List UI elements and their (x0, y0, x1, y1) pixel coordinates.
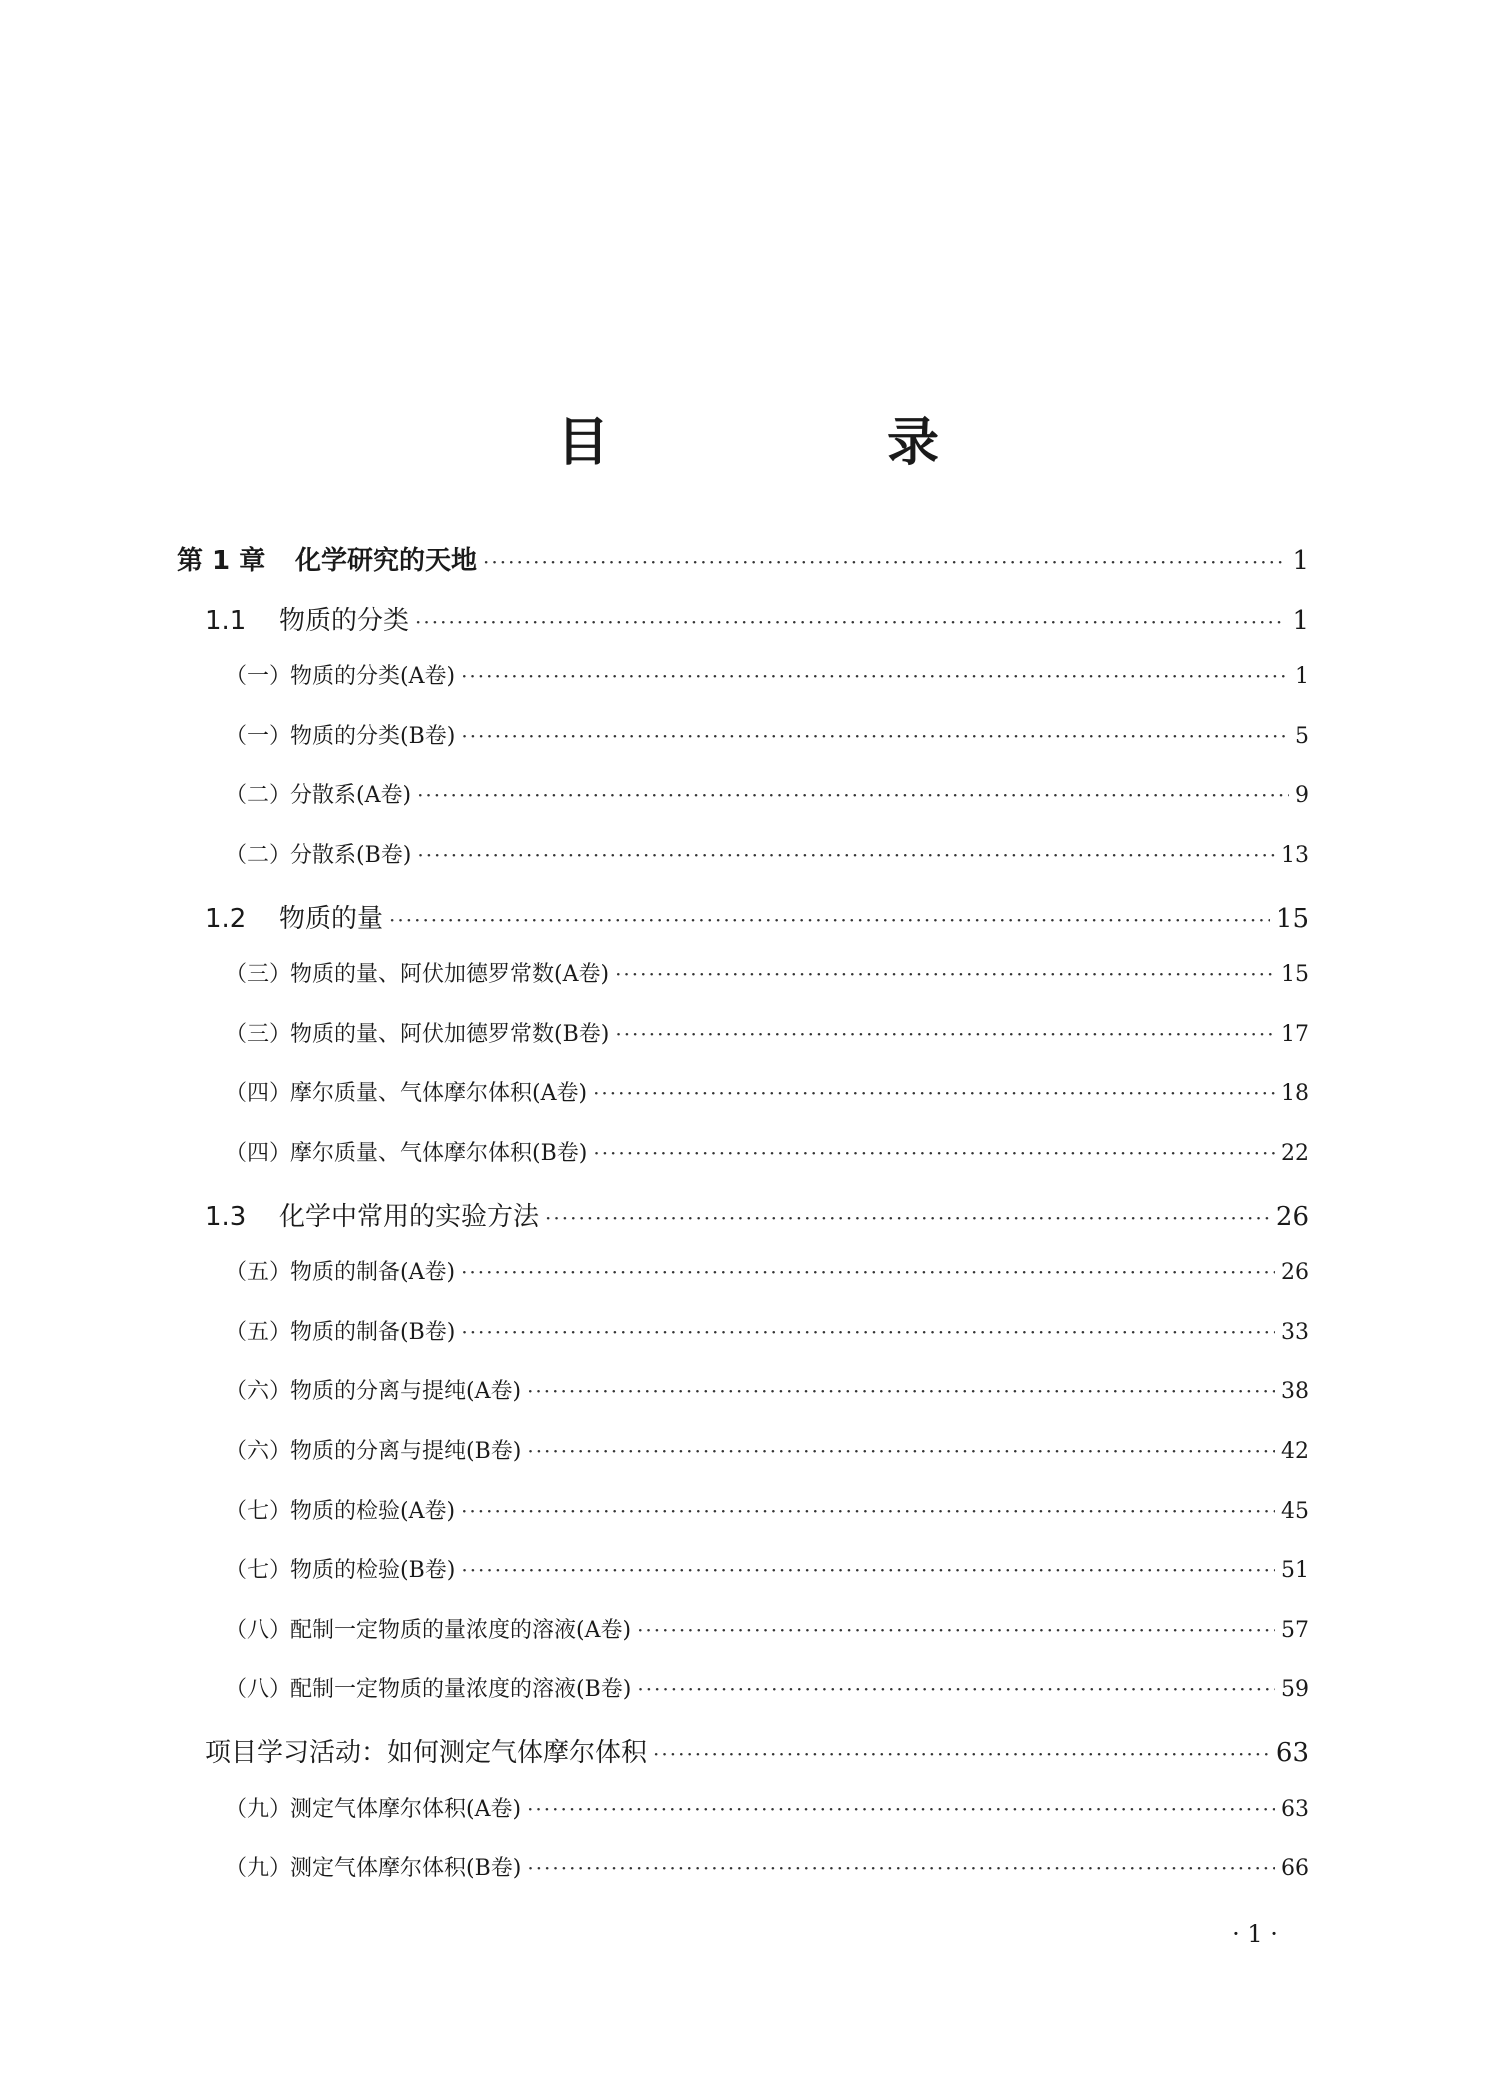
toc-entry-label (225, 1136, 587, 1167)
toc-entry-label (225, 659, 455, 690)
toc-entry-label (225, 1076, 587, 1107)
toc-entry-page: 13 (1281, 843, 1309, 868)
toc-dot-leader (615, 962, 1275, 986)
toc-entry[interactable] (225, 1017, 1309, 1048)
toc-entry[interactable] (205, 1196, 1309, 1233)
toc-entry[interactable] (225, 1136, 1309, 1167)
toc-entry-page: 45 (1281, 1498, 1309, 1524)
toc-entry[interactable] (225, 1553, 1309, 1584)
toc-entry-page: 51 (1281, 1558, 1309, 1584)
toc-entry-number: （七） (225, 1498, 292, 1524)
toc-dot-leader (527, 1856, 1275, 1880)
toc-entry-number: （四） (225, 1141, 292, 1166)
toc-entry-page: 1 (1295, 664, 1309, 690)
toc-entry-page: 38 (1281, 1379, 1309, 1405)
toc-dot-leader (545, 1206, 1270, 1230)
toc-entry-text: 物质的分离与提纯(B卷) (290, 1439, 522, 1464)
toc-dot-leader (461, 724, 1289, 748)
toc-dot-leader (637, 1618, 1275, 1642)
toc-dot-leader (527, 1439, 1275, 1463)
toc-entry-page: 5 (1295, 723, 1309, 749)
toc-entry-number: （二） (225, 783, 292, 809)
toc-entry-label (225, 1851, 521, 1882)
toc-entry[interactable] (225, 1672, 1309, 1703)
toc-entry-page: 22 (1281, 1141, 1309, 1166)
toc-entry[interactable] (225, 1255, 1309, 1286)
toc-entry-text: 摩尔质量、气体摩尔体积(A卷) (290, 1081, 588, 1107)
toc-entry-page: 63 (1275, 1738, 1309, 1768)
toc-entry[interactable] (225, 1613, 1309, 1644)
toc-entry[interactable] (225, 1434, 1309, 1465)
toc-entry-page: 1 (1292, 605, 1309, 636)
toc-entry-page: 66 (1281, 1856, 1309, 1882)
toc-dot-leader (527, 1379, 1275, 1403)
toc-entry-text: 测定气体摩尔体积(A卷) (290, 1796, 522, 1822)
toc-entry-number: 1.1 (205, 605, 247, 636)
toc-entry-label (205, 600, 409, 637)
toc-dot-leader (461, 664, 1289, 688)
toc-entry-label (205, 898, 383, 935)
toc-entry[interactable] (225, 719, 1309, 750)
toc-entry-number: （九） (225, 1856, 292, 1882)
toc-entry-number: （四） (225, 1081, 292, 1107)
toc-dot-leader (461, 1320, 1275, 1344)
toc-entry-text: 测定气体摩尔体积(B卷) (290, 1856, 522, 1882)
toc-entry-page: 15 (1275, 903, 1309, 934)
toc-entry-number: （三） (225, 962, 292, 988)
toc-entry-label (225, 1374, 521, 1405)
toc-dot-leader (637, 1677, 1275, 1701)
toc-entry-text: 分散系(B卷) (290, 843, 412, 868)
toc-dot-leader (653, 1742, 1270, 1766)
toc-entry-text: 项目学习活动：如何测定气体摩尔体积 (205, 1738, 648, 1768)
toc-entry-number: （七） (225, 1558, 292, 1584)
toc-dot-leader (415, 610, 1286, 634)
toc-entry-number: （二） (225, 843, 292, 868)
toc-entry[interactable] (205, 898, 1309, 935)
toc-entry-text: 物质的量、阿伏加德罗常数(B卷) (290, 1021, 610, 1047)
toc-entry-number: （一） (225, 664, 292, 690)
toc-entry-number: （五） (225, 1319, 292, 1345)
toc-entry-text: 分散系(A卷) (290, 783, 412, 809)
toc-entry-page: 42 (1281, 1439, 1309, 1464)
toc-entry-label (177, 540, 477, 577)
toc-entry-text: 摩尔质量、气体摩尔体积(B卷) (290, 1141, 588, 1166)
toc-entry-label (225, 1553, 455, 1584)
toc-entry[interactable] (225, 1792, 1309, 1823)
page-title: 目 录 (556, 413, 1070, 473)
toc-entry[interactable] (205, 600, 1309, 637)
toc-entry-page: 1 (1292, 546, 1309, 576)
toc-entry-number: （八） (225, 1617, 292, 1643)
toc-dot-leader (461, 1260, 1275, 1284)
toc-entry-text: 配制一定物质的量浓度的溶液(B卷) (290, 1677, 632, 1703)
toc-entry-text: 物质的分类(B卷) (290, 723, 456, 749)
toc-entry-label (225, 1017, 609, 1048)
toc-entry-page: 18 (1281, 1081, 1309, 1107)
toc-entry-page: 33 (1281, 1319, 1309, 1345)
toc-entry[interactable] (225, 1315, 1309, 1346)
page-number: · 1 · (1232, 1920, 1278, 1948)
toc-entry-label (225, 1494, 455, 1525)
toc-entry-text: 物质的制备(A卷) (290, 1260, 456, 1286)
toc-entry[interactable] (225, 957, 1309, 988)
toc-entry-text: 物质的量、阿伏加德罗常数(A卷) (290, 962, 610, 988)
toc-entry-label (225, 1315, 455, 1346)
toc-entry-text: 化学研究的天地 (295, 546, 478, 576)
toc-entry-label (225, 719, 455, 750)
toc-entry-number: 1.2 (205, 903, 247, 934)
toc-entry-number: 1.3 (205, 1201, 247, 1232)
toc-entry-label (225, 1672, 631, 1703)
toc-dot-leader (417, 843, 1275, 867)
toc-entry-number: （六） (225, 1439, 292, 1464)
toc-entry-page: 26 (1275, 1201, 1309, 1232)
toc-dot-leader (417, 783, 1289, 807)
toc-entry-label (225, 1255, 455, 1286)
toc-entry[interactable] (225, 1851, 1309, 1882)
toc-entry-text: 物质的制备(B卷) (290, 1319, 456, 1345)
toc-entry-label (205, 1196, 539, 1233)
toc-entry-number: （六） (225, 1379, 292, 1405)
toc-entry[interactable] (205, 1732, 1309, 1769)
toc-entry[interactable] (225, 659, 1309, 690)
toc-entry[interactable] (225, 778, 1309, 809)
toc-entry-text: 物质的检验(B卷) (290, 1558, 456, 1584)
toc-entry-label (225, 957, 609, 988)
toc-entry[interactable] (225, 838, 1309, 869)
toc-entry-label (225, 778, 411, 809)
toc-dot-leader (461, 1499, 1275, 1523)
toc-entry-number: （三） (225, 1021, 292, 1047)
toc-dot-leader (615, 1022, 1275, 1046)
toc-entry-page: 17 (1281, 1021, 1309, 1047)
toc-dot-leader (593, 1081, 1275, 1105)
toc-entry-number: （一） (225, 723, 292, 749)
toc-entry[interactable] (177, 540, 1309, 577)
toc-entry-text: 配制一定物质的量浓度的溶液(A卷) (290, 1617, 632, 1643)
toc-entry-page: 59 (1281, 1677, 1309, 1703)
toc-entry-label (225, 1434, 521, 1465)
toc-entry[interactable] (225, 1494, 1309, 1525)
toc-entry[interactable] (225, 1374, 1309, 1405)
toc-entry-text: 物质的分类(A卷) (290, 664, 456, 690)
toc-entry-text: 物质的分离与提纯(A卷) (290, 1379, 522, 1405)
toc-dot-leader (527, 1797, 1275, 1821)
toc-entry-page: 9 (1295, 783, 1309, 809)
toc-entry-text: 物质的量 (279, 903, 384, 934)
toc-entry-page: 57 (1281, 1617, 1309, 1643)
toc-entry-page: 63 (1281, 1796, 1309, 1822)
toc-entry-text: 物质的分类 (279, 605, 410, 636)
toc-entry-label (225, 838, 411, 869)
toc-entry-text: 化学中常用的实验方法 (279, 1201, 540, 1232)
toc-entry-number: （八） (225, 1677, 292, 1703)
toc-entry[interactable] (225, 1076, 1309, 1107)
toc-entry-number: （九） (225, 1796, 292, 1822)
toc-dot-leader (461, 1558, 1275, 1582)
toc-entry-number: （五） (225, 1260, 292, 1286)
toc-dot-leader (389, 908, 1270, 932)
toc-entry-label (225, 1792, 521, 1823)
toc-entry-page: 15 (1281, 962, 1309, 988)
toc-dot-leader (483, 550, 1286, 574)
toc-entry-number: 第 1 章 (177, 546, 266, 576)
toc-entry-label (205, 1732, 647, 1769)
toc-entry-page: 26 (1281, 1260, 1309, 1286)
toc-dot-leader (593, 1141, 1275, 1165)
toc-entry-label (225, 1613, 631, 1644)
toc-entry-text: 物质的检验(A卷) (290, 1498, 456, 1524)
